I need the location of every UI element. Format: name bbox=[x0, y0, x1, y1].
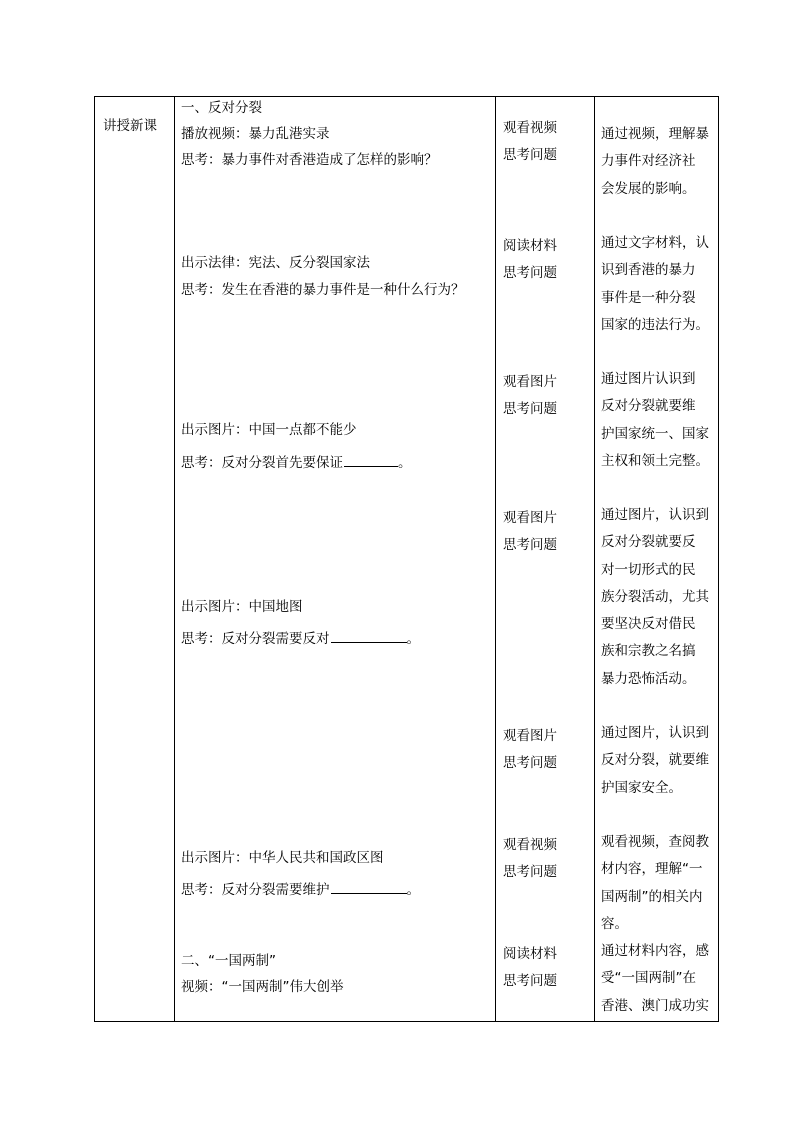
activity-cell: 观看视频 思考问题 bbox=[503, 120, 557, 164]
activity-cell: 观看图片 思考问题 bbox=[503, 728, 557, 772]
content-question: 思考：反对分裂需要维护 。 bbox=[181, 882, 420, 898]
content-line: 播放视频：暴力乱港实录 bbox=[181, 126, 330, 142]
column-divider bbox=[594, 97, 595, 1021]
content-line: 出示图片：中华人民共和国政区图 bbox=[181, 850, 384, 866]
content-question: 思考：暴力事件对香港造成了怎样的影响？ bbox=[181, 152, 438, 168]
activity-cell: 观看图片 思考问题 bbox=[503, 510, 557, 554]
content-line: 视频：“一国两制”伟大创举 bbox=[181, 979, 344, 995]
content-heading: 一、反对分裂 bbox=[181, 100, 262, 116]
content-line: 出示图片：中国地图 bbox=[181, 599, 303, 615]
purpose-cell: 通过图片，认识到 反对分裂，就要维 护国家安全。 bbox=[601, 725, 709, 796]
lesson-plan-table bbox=[94, 96, 719, 1022]
activity-cell: 观看视频 思考问题 bbox=[503, 837, 557, 881]
fill-blank bbox=[331, 880, 407, 894]
purpose-cell: 通过图片认识到 反对分裂就要维 护国家统一、国家 主权和领土完整。 bbox=[601, 371, 709, 469]
purpose-cell: 通过文字材料，认 识到香港的暴力 事件是一种分裂 国家的违法行为。 bbox=[601, 235, 709, 333]
purpose-cell: 通过材料内容，感 受“一国两制”在 香港、澳门成功实 bbox=[601, 943, 709, 1014]
content-line: 出示图片：中国一点都不能少 bbox=[181, 422, 357, 438]
fill-blank bbox=[344, 453, 398, 467]
purpose-cell: 观看视频，查阅教 材内容，理解“一 国两制”的相关内 容。 bbox=[601, 834, 709, 932]
content-heading: 二、“一国两制” bbox=[181, 953, 276, 969]
content-line: 出示法律：宪法、反分裂国家法 bbox=[181, 255, 370, 271]
content-question: 思考：发生在香港的暴力事件是一种什么行为？ bbox=[181, 282, 465, 298]
purpose-cell: 通过图片，认识到 反对分裂就要反 对一切形式的民 族分裂活动，尤其 要坚决反对借民 族和宗教之名搞 暴力恐怖活动。 bbox=[601, 507, 709, 687]
content-question: 思考：反对分裂需要反对 。 bbox=[181, 631, 420, 647]
column-divider bbox=[495, 97, 496, 1021]
purpose-cell: 通过视频，理解暴 力事件对经济社 会发展的影响。 bbox=[601, 126, 709, 197]
activity-cell: 观看图片 思考问题 bbox=[503, 374, 557, 418]
content-question: 思考：反对分裂首先要保证 。 bbox=[181, 455, 412, 471]
activity-cell: 阅读材料 思考问题 bbox=[503, 946, 557, 990]
section-label: 讲授新课 bbox=[103, 118, 157, 134]
activity-cell: 阅读材料 思考问题 bbox=[503, 238, 557, 282]
column-divider bbox=[174, 97, 175, 1021]
fill-blank bbox=[331, 629, 407, 643]
